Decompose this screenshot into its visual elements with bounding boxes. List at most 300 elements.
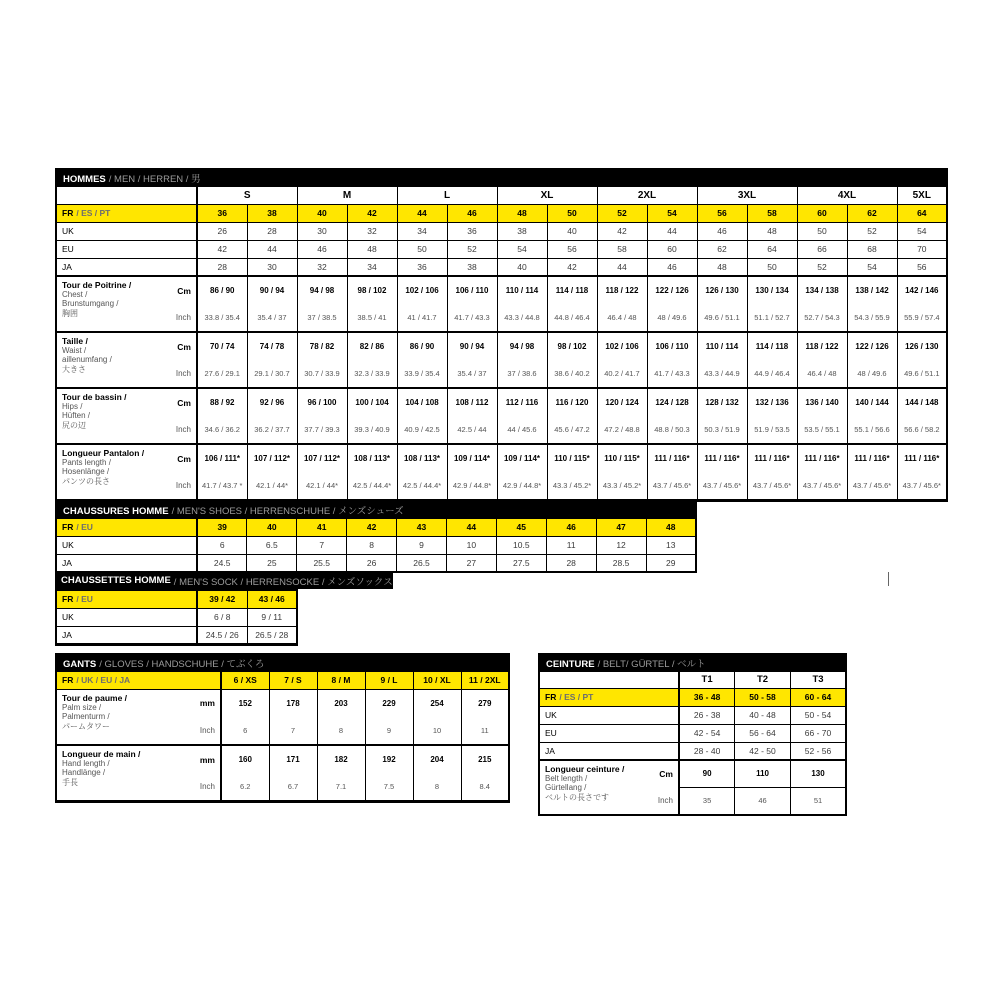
row-label: JA [56, 258, 197, 276]
size-value-cell: 47 [596, 518, 646, 536]
imperial-value-cell: 44.8 / 46.4 [547, 304, 597, 332]
size-group-header: 5XL [897, 186, 947, 204]
measure-label-line: 大きさ [62, 365, 86, 374]
imperial-value-cell: 38.5 / 41 [347, 304, 397, 332]
metric-value-cell: 126 / 130 [697, 276, 747, 304]
unit-column [158, 389, 196, 443]
measure-label-wrap [57, 746, 220, 800]
size-group-header: 4XL [797, 186, 897, 204]
imperial-value-cell: 42.5 / 44.4* [397, 472, 447, 500]
size-value-cell: 52 [597, 204, 647, 222]
measure-label-line: ベルトの長さです [545, 793, 609, 802]
imperial-value-cell: 48 / 49.6 [847, 360, 897, 388]
size-value-cell: 9 / L [365, 671, 413, 689]
metric-value-cell: 94 / 98 [497, 332, 547, 360]
value-cell: 26 [197, 222, 247, 240]
value-cell: 30 [247, 258, 297, 276]
value-cell: 64 [747, 240, 797, 258]
measure-label-line: 胸囲 [62, 309, 78, 318]
measure-label-line: Belt length / [545, 774, 588, 783]
group-header-spacer [56, 186, 197, 204]
belt-grid [538, 653, 847, 816]
standard-row-label [56, 518, 197, 536]
metric-value-cell: 92 / 96 [247, 388, 297, 416]
measure-label-lines [57, 445, 158, 499]
value-cell: 44 [247, 240, 297, 258]
imperial-value-cell: 35 [679, 787, 735, 815]
value-cell: 28.5 [596, 554, 646, 572]
size-value-cell: 60 [797, 204, 847, 222]
metric-value-cell: 110 / 115* [547, 444, 597, 472]
value-cell: 25.5 [297, 554, 347, 572]
imperial-value-cell: 43.7 / 45.6* [847, 472, 897, 500]
metric-value-cell: 111 / 116* [797, 444, 847, 472]
metric-value-cell: 160 [221, 745, 269, 773]
standard-row-label [56, 671, 221, 689]
standard-label-main: FR [62, 594, 74, 605]
value-cell: 44 [647, 222, 697, 240]
men-shoes-grid [55, 500, 697, 573]
value-cell: 24.5 / 26 [197, 626, 247, 644]
value-cell: 36 [447, 222, 497, 240]
metric-value-cell: 70 / 74 [197, 332, 247, 360]
value-cell: 27.5 [496, 554, 546, 572]
value-cell: 11 [546, 536, 596, 554]
table-title-translations: / BELT/ GÜRTEL / ベルト [597, 658, 706, 670]
value-cell: 50 [797, 222, 847, 240]
imperial-value-cell: 6 [221, 717, 269, 745]
metric-value-cell: 122 / 126 [647, 276, 697, 304]
imperial-value-cell: 40.9 / 42.5 [397, 416, 447, 444]
standard-row-label [56, 204, 197, 222]
metric-value-cell: 98 / 102 [347, 276, 397, 304]
imperial-value-cell: 34.6 / 36.2 [197, 416, 247, 444]
row-label: UK [56, 536, 197, 554]
table-title-bar [56, 501, 696, 518]
standard-label-main: FR [62, 522, 74, 532]
unit-top-label: Cm [177, 341, 191, 352]
imperial-value-cell: 41.7 / 43.7 * [197, 472, 247, 500]
size-value-cell: 10 / XL [413, 671, 461, 689]
value-cell: 40 - 48 [735, 706, 791, 724]
value-cell: 70 [897, 240, 947, 258]
measure-label-wrap [540, 761, 678, 814]
size-value-cell: 46 [546, 518, 596, 536]
metric-value-cell: 78 / 82 [297, 332, 347, 360]
measure-label-line: Longueur de main / [62, 749, 141, 759]
measure-label-line: Hand length / [62, 759, 110, 768]
table-title-translations: / MEN'S SHOES / HERRENSCHUHE / メンズシューズ [171, 505, 404, 517]
unit-top-label: mm [199, 698, 215, 708]
imperial-value-cell: 42.5 / 44.4* [347, 472, 397, 500]
metric-value-cell: 108 / 113* [397, 444, 447, 472]
metric-value-cell: 128 / 132 [697, 388, 747, 416]
size-value-cell: 8 / M [317, 671, 365, 689]
imperial-value-cell: 43.7 / 45.6* [897, 472, 947, 500]
measure-label-line: Tour de Poitrine / [62, 280, 132, 290]
standard-row-label [56, 590, 197, 608]
value-cell: 34 [347, 258, 397, 276]
metric-value-cell: 114 / 118 [547, 276, 597, 304]
measure-label-line: 尻の辺 [62, 421, 86, 430]
metric-value-cell: 152 [221, 689, 269, 717]
imperial-value-cell: 55.9 / 57.4 [897, 304, 947, 332]
measure-label [56, 689, 221, 745]
value-cell: 40 [497, 258, 547, 276]
size-group-header: XL [497, 186, 597, 204]
unit-top-label: Cm [177, 397, 191, 408]
standard-label-main: FR [545, 692, 557, 702]
imperial-value-cell: 54.3 / 55.9 [847, 304, 897, 332]
measure-label [539, 760, 679, 815]
table-title-bar [56, 654, 509, 671]
value-cell: 48 [347, 240, 397, 258]
value-cell: 48 [747, 222, 797, 240]
size-group-header: 2XL [597, 186, 697, 204]
men-size-table [55, 168, 948, 502]
metric-value-cell: 90 / 94 [247, 276, 297, 304]
measure-label [56, 388, 197, 444]
imperial-value-cell: 43.3 / 44.8 [497, 304, 547, 332]
value-cell: 28 [197, 258, 247, 276]
imperial-value-cell: 45.6 / 47.2 [547, 416, 597, 444]
men-socks-table [55, 589, 298, 646]
stray-vertical-mark [888, 572, 889, 586]
metric-value-cell: 120 / 124 [597, 388, 647, 416]
standard-row-label [539, 688, 679, 706]
size-value-cell: 48 [646, 518, 696, 536]
standard-label-rest: / UK / EU / JA [76, 675, 131, 685]
metric-value-cell: 94 / 98 [297, 276, 347, 304]
metric-value-cell: 144 / 148 [897, 388, 947, 416]
metric-value-cell: 130 [790, 760, 846, 787]
imperial-value-cell: 53.5 / 55.1 [797, 416, 847, 444]
table-title-translations: / MEN / HERREN / 男 [108, 173, 201, 185]
measure-label-line: パームタワー [62, 721, 110, 731]
value-cell: 9 / 11 [247, 608, 297, 626]
measure-label-lines [57, 277, 158, 331]
value-cell: 10.5 [496, 536, 546, 554]
value-cell: 9 [397, 536, 447, 554]
unit-column [158, 277, 196, 331]
metric-value-cell: 107 / 112* [247, 444, 297, 472]
imperial-value-cell: 7 [269, 717, 317, 745]
metric-value-cell: 111 / 116* [747, 444, 797, 472]
size-value-cell: 42 [347, 204, 397, 222]
unit-top-label: Cm [659, 769, 673, 780]
value-cell: 32 [297, 258, 347, 276]
measure-label-lines [57, 746, 182, 800]
metric-value-cell: 140 / 144 [847, 388, 897, 416]
unit-column [158, 445, 196, 499]
size-value-cell: 48 [497, 204, 547, 222]
measure-label-line: Longueur Pantalon / [62, 448, 145, 458]
imperial-value-cell: 46 [735, 787, 791, 815]
value-cell: 28 [546, 554, 596, 572]
metric-value-cell: 203 [317, 689, 365, 717]
unit-bottom-label: Inch [175, 481, 191, 490]
value-cell: 25 [247, 554, 297, 572]
size-group-header: L [397, 186, 497, 204]
size-value-cell: 38 [247, 204, 297, 222]
metric-value-cell: 107 / 112* [297, 444, 347, 472]
imperial-value-cell: 33.8 / 35.4 [197, 304, 247, 332]
measure-label-line: Waist / [62, 346, 87, 355]
standard-label-main: FR [62, 675, 74, 685]
metric-value-cell: 108 / 113* [347, 444, 397, 472]
table-title: CHAUSSETTES HOMME [61, 575, 171, 586]
value-cell: 52 [447, 240, 497, 258]
metric-value-cell: 110 [735, 760, 791, 787]
metric-value-cell: 118 / 122 [797, 332, 847, 360]
unit-column [182, 746, 220, 800]
value-cell: 30 [297, 222, 347, 240]
size-value-cell: 54 [647, 204, 697, 222]
metric-value-cell: 109 / 114* [447, 444, 497, 472]
imperial-value-cell: 37 / 38.6 [497, 360, 547, 388]
metric-value-cell: 122 / 126 [847, 332, 897, 360]
imperial-value-cell: 43.7 / 45.6* [797, 472, 847, 500]
measure-label-wrap [57, 333, 196, 387]
unit-bottom-label: Inch [175, 313, 191, 322]
size-value-cell: 39 / 42 [197, 590, 247, 608]
unit-column [182, 690, 220, 744]
value-cell: 52 [797, 258, 847, 276]
measure-label-lines [540, 761, 640, 814]
metric-value-cell: 132 / 136 [747, 388, 797, 416]
metric-value-cell: 112 / 116 [497, 388, 547, 416]
table-title: GANTS [63, 658, 97, 670]
size-group-header: M [297, 186, 397, 204]
imperial-value-cell: 43.7 / 45.6* [697, 472, 747, 500]
imperial-value-cell: 51 [790, 787, 846, 815]
measure-label-line: Chest / [62, 290, 88, 299]
gloves-size-table [55, 653, 510, 803]
imperial-value-cell: 55.1 / 56.6 [847, 416, 897, 444]
measure-label-line: Tour de bassin / [62, 392, 127, 402]
value-cell: 26 - 38 [679, 706, 735, 724]
value-cell: 40 [547, 222, 597, 240]
standard-label-rest: / EU [76, 522, 93, 532]
metric-value-cell: 110 / 115* [597, 444, 647, 472]
imperial-value-cell: 47.2 / 48.8 [597, 416, 647, 444]
table-title: HOMMES [63, 173, 106, 185]
value-cell: 42 [197, 240, 247, 258]
value-cell: 46 [297, 240, 347, 258]
table-title: CHAUSSURES HOMME [63, 505, 169, 517]
belt-size-table [538, 653, 847, 816]
metric-value-cell: 124 / 128 [647, 388, 697, 416]
size-value-cell: 40 [297, 204, 347, 222]
imperial-value-cell: 10 [413, 717, 461, 745]
metric-value-cell: 106 / 110 [447, 276, 497, 304]
value-cell: 42 - 50 [735, 742, 791, 760]
metric-value-cell: 86 / 90 [197, 276, 247, 304]
metric-value-cell: 90 / 94 [447, 332, 497, 360]
imperial-value-cell: 49.6 / 51.1 [697, 304, 747, 332]
metric-value-cell: 111 / 116* [647, 444, 697, 472]
metric-value-cell: 96 / 100 [297, 388, 347, 416]
value-cell: 42 [597, 222, 647, 240]
value-cell: 58 [597, 240, 647, 258]
metric-value-cell: 86 / 90 [397, 332, 447, 360]
value-cell: 6 / 8 [197, 608, 247, 626]
value-cell: 38 [447, 258, 497, 276]
imperial-value-cell: 39.3 / 40.9 [347, 416, 397, 444]
unit-column [158, 333, 196, 387]
table-title-translations: / MEN'S SOCK / HERRENSOCKE / メンズソックス [173, 576, 393, 588]
imperial-value-cell: 43.3 / 45.2* [547, 472, 597, 500]
value-cell: 13 [646, 536, 696, 554]
value-cell: 36 [397, 258, 447, 276]
value-cell: 46 [647, 258, 697, 276]
imperial-value-cell: 8 [317, 717, 365, 745]
measure-label-wrap [57, 277, 196, 331]
imperial-value-cell: 41.7 / 43.3 [447, 304, 497, 332]
value-cell: 34 [397, 222, 447, 240]
value-cell: 54 [847, 258, 897, 276]
metric-value-cell: 106 / 110 [647, 332, 697, 360]
size-value-cell: 50 [547, 204, 597, 222]
value-cell: 52 - 56 [790, 742, 846, 760]
table-title-bar [539, 654, 846, 671]
measure-label-line: Pants length / [62, 458, 111, 467]
imperial-value-cell: 38.6 / 40.2 [547, 360, 597, 388]
metric-value-cell: 111 / 116* [697, 444, 747, 472]
imperial-value-cell: 35.4 / 37 [447, 360, 497, 388]
size-value-cell: 6 / XS [221, 671, 269, 689]
table-title-translations: / GLOVES / HANDSCHUHE / てぶくろ [99, 658, 265, 670]
row-label: UK [56, 608, 197, 626]
unit-bottom-label: Inch [175, 369, 191, 378]
measure-label [56, 444, 197, 501]
size-value-cell: 39 [197, 518, 247, 536]
value-cell: 6.5 [247, 536, 297, 554]
imperial-value-cell: 42.9 / 44.8* [497, 472, 547, 500]
imperial-value-cell: 37 / 38.5 [297, 304, 347, 332]
unit-bottom-label: Inch [199, 782, 215, 791]
size-value-cell: 43 / 46 [247, 590, 297, 608]
gloves-grid [55, 653, 510, 803]
metric-value-cell: 138 / 142 [847, 276, 897, 304]
imperial-value-cell: 35.4 / 37 [247, 304, 297, 332]
size-value-cell: 62 [847, 204, 897, 222]
size-value-cell: 11 / 2XL [461, 671, 509, 689]
size-group-header: 3XL [697, 186, 797, 204]
measure-label-line: Hosenlänge / [62, 467, 110, 476]
metric-value-cell: 98 / 102 [547, 332, 597, 360]
size-value-cell: 7 / S [269, 671, 317, 689]
size-value-cell: 46 [447, 204, 497, 222]
value-cell: 10 [446, 536, 496, 554]
imperial-value-cell: 50.3 / 51.9 [697, 416, 747, 444]
size-value-cell: 44 [446, 518, 496, 536]
value-cell: 50 [397, 240, 447, 258]
imperial-value-cell: 44 / 45.6 [497, 416, 547, 444]
size-group-header: S [197, 186, 297, 204]
men-size-grid [55, 168, 948, 502]
imperial-value-cell: 46.4 / 48 [797, 360, 847, 388]
standard-label-main: FR [62, 208, 74, 218]
imperial-value-cell: 7.1 [317, 773, 365, 801]
imperial-value-cell: 56.6 / 58.2 [897, 416, 947, 444]
measure-label [56, 332, 197, 388]
value-cell: 26.5 / 28 [247, 626, 297, 644]
value-cell: 68 [847, 240, 897, 258]
metric-value-cell: 182 [317, 745, 365, 773]
imperial-value-cell: 46.4 / 48 [597, 304, 647, 332]
value-cell: 26.5 [397, 554, 447, 572]
unit-top-label: Cm [177, 453, 191, 464]
unit-top-label: Cm [177, 285, 191, 296]
metric-value-cell: 171 [269, 745, 317, 773]
row-label: JA [56, 626, 197, 644]
measure-label-lines [57, 333, 158, 387]
size-value-cell: 36 - 48 [679, 688, 735, 706]
measure-label-line: Handlänge / [62, 768, 106, 777]
imperial-value-cell: 30.7 / 33.9 [297, 360, 347, 388]
value-cell: 27 [446, 554, 496, 572]
metric-value-cell: 229 [365, 689, 413, 717]
value-cell: 28 - 40 [679, 742, 735, 760]
value-cell: 28 [247, 222, 297, 240]
row-label: EU [539, 724, 679, 742]
value-cell: 56 [547, 240, 597, 258]
standard-label-rest: / ES / PT [76, 208, 111, 218]
value-cell: 54 [897, 222, 947, 240]
imperial-value-cell: 43.3 / 44.9 [697, 360, 747, 388]
measure-label-line: Palm size / [62, 702, 102, 712]
value-cell: 26 [347, 554, 397, 572]
metric-value-cell: 130 / 134 [747, 276, 797, 304]
size-value-cell: 40 [247, 518, 297, 536]
imperial-value-cell: 7.5 [365, 773, 413, 801]
imperial-value-cell: 42.1 / 44* [297, 472, 347, 500]
unit-bottom-label: Inch [199, 725, 215, 735]
measure-label-wrap [57, 690, 220, 744]
belt-size-header: T2 [735, 671, 791, 688]
men-socks-title-bar [55, 572, 393, 589]
measure-label-lines [57, 690, 182, 744]
value-cell: 56 [897, 258, 947, 276]
measure-label-line: Taille / [62, 336, 88, 346]
size-value-cell: 58 [747, 204, 797, 222]
imperial-value-cell: 6.2 [221, 773, 269, 801]
size-value-cell: 50 - 58 [735, 688, 791, 706]
measure-label [56, 745, 221, 802]
metric-value-cell: 111 / 116* [897, 444, 947, 472]
value-cell: 7 [297, 536, 347, 554]
metric-value-cell: 279 [461, 689, 509, 717]
imperial-value-cell: 9 [365, 717, 413, 745]
measure-label-line: Hips / [62, 402, 83, 411]
value-cell: 66 - 70 [790, 724, 846, 742]
unit-bottom-label: Inch [175, 425, 191, 434]
imperial-value-cell: 8.4 [461, 773, 509, 801]
row-label: UK [56, 222, 197, 240]
measure-label-line: Longueur ceinture / [545, 764, 625, 774]
table-title: CEINTURE [546, 658, 595, 670]
size-value-cell: 56 [697, 204, 747, 222]
value-cell: 6 [197, 536, 247, 554]
metric-value-cell: 102 / 106 [397, 276, 447, 304]
size-value-cell: 44 [397, 204, 447, 222]
measure-label-line: パンツの長さ [62, 477, 110, 486]
value-cell: 42 - 54 [679, 724, 735, 742]
metric-value-cell: 90 [679, 760, 735, 787]
row-label: JA [56, 554, 197, 572]
metric-value-cell: 204 [413, 745, 461, 773]
